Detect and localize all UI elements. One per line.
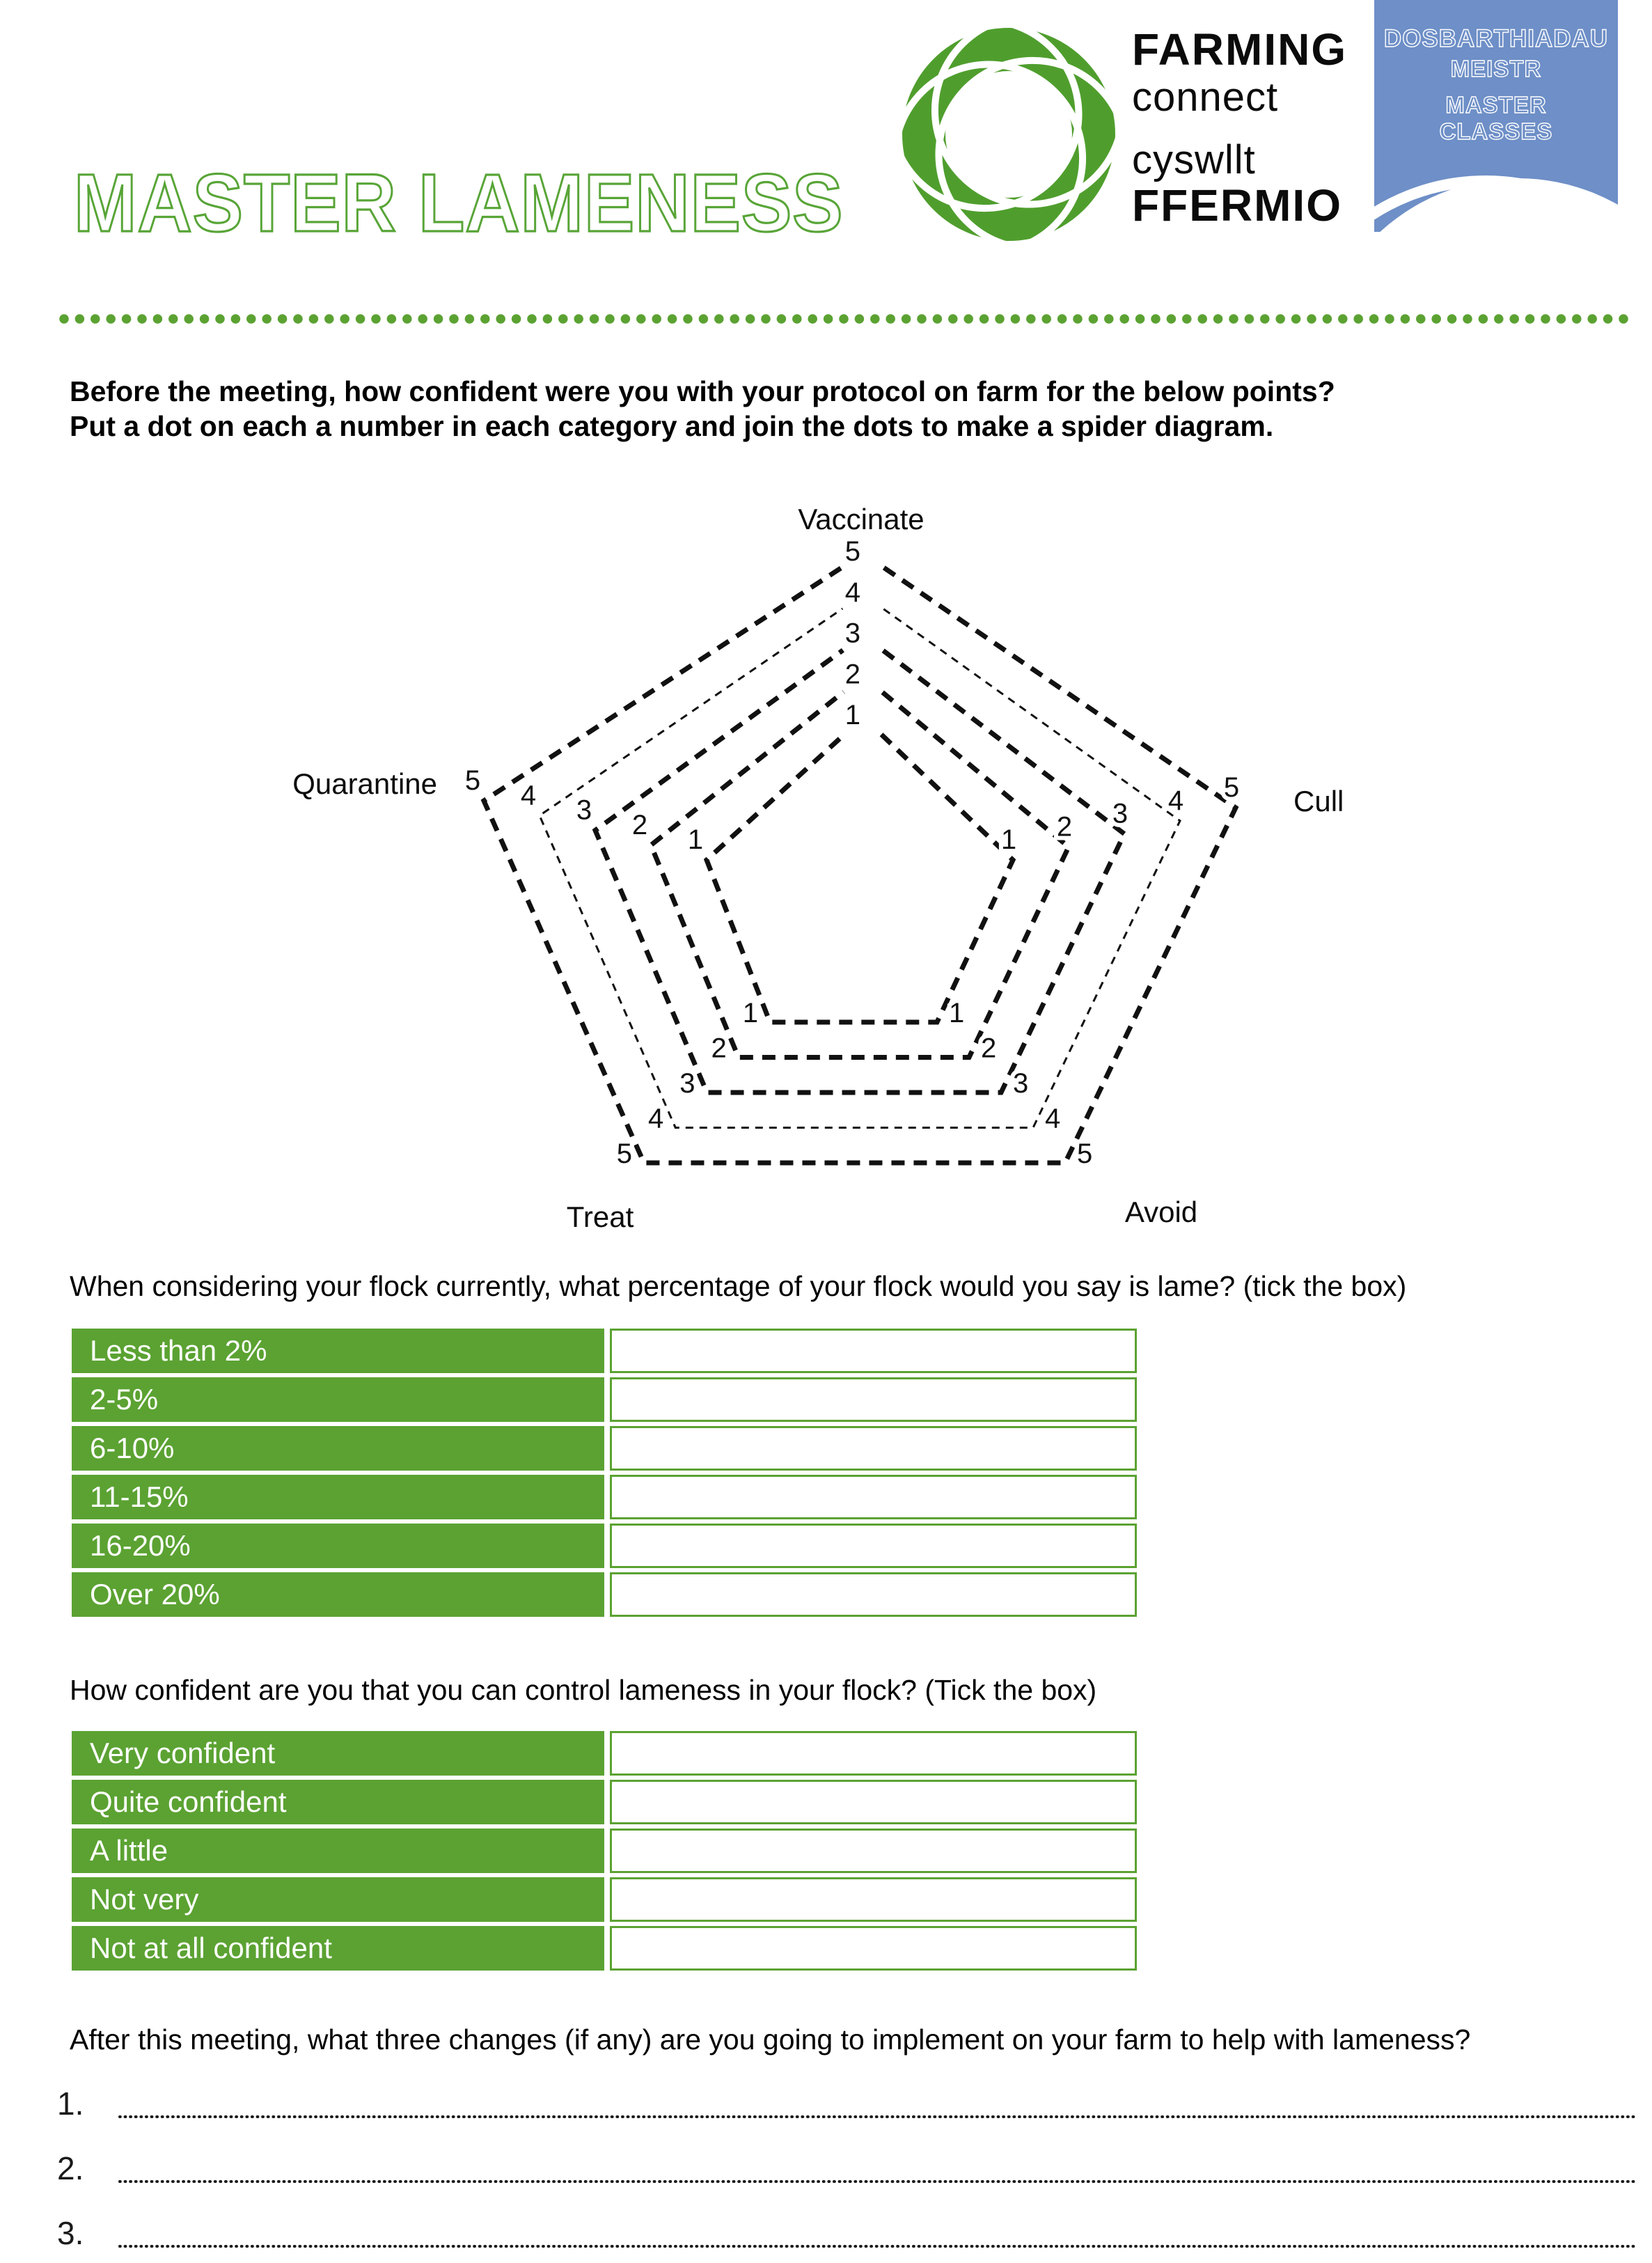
confidence-label-4: Not at all confident <box>72 1926 604 1971</box>
page-title: MASTER LAMENESS <box>74 157 844 249</box>
lame-percentage-tickbox-5[interactable] <box>610 1572 1137 1617</box>
lame-percentage-label-3: 11-15% <box>72 1475 604 1519</box>
confidence-tickbox-1[interactable] <box>610 1780 1137 1824</box>
brand-cyswllt: cyswllt <box>1132 137 1256 182</box>
confidence-table <box>72 1731 1137 1971</box>
lame-percentage-tickbox-1[interactable] <box>610 1377 1137 1422</box>
spider-scale-number: 1 <box>687 824 704 855</box>
table-row <box>72 1475 1137 1519</box>
axis-label-treat: Treat <box>566 1200 634 1233</box>
table-row <box>72 1426 1137 1471</box>
badge-line-classes: CLASSES <box>1439 118 1553 144</box>
question-lame-percentage: When considering your flock currently, what percentage of your flock would you say is lame? (tick the box) <box>70 1270 1407 1302</box>
confidence-label-0: Very confident <box>72 1731 604 1776</box>
table-row <box>72 1329 1137 1373</box>
badge-line-master: MASTER <box>1445 92 1547 118</box>
spider-scale-number: 1 <box>949 998 965 1028</box>
table-row <box>72 1377 1137 1422</box>
lame-percentage-tickbox-3[interactable] <box>610 1475 1137 1519</box>
spider-scale-number: 3 <box>679 1068 695 1099</box>
axis-label-cull: Cull <box>1293 785 1344 817</box>
axis-label-avoid: Avoid <box>1124 1196 1198 1228</box>
table-row <box>72 1731 1137 1776</box>
spider-scale-number: 5 <box>1223 772 1240 803</box>
answer-number-3: 3. <box>57 2215 84 2251</box>
brand-ffermio: FFERMIO <box>1132 180 1342 230</box>
confidence-label-1: Quite confident <box>72 1780 604 1824</box>
question-confidence: How confident are you that you can control lameness in your flock? (Tick the box) <box>70 1674 1097 1706</box>
confidence-tickbox-0[interactable] <box>610 1731 1137 1776</box>
table-row <box>72 1829 1137 1873</box>
brand-farming: FARMING <box>1132 24 1348 75</box>
table-row <box>72 1524 1137 1568</box>
spider-scale-number: 4 <box>520 780 537 811</box>
spider-scale-number: 5 <box>616 1138 632 1169</box>
spider-ring-5 <box>484 567 1236 1163</box>
spider-scale-number: 3 <box>1112 798 1128 829</box>
spider-scale-number: 3 <box>844 618 860 649</box>
spider-scale-number: 1 <box>844 700 860 730</box>
spider-ring-2 <box>651 692 1069 1058</box>
lame-percentage-label-4: 16-20% <box>72 1524 604 1568</box>
badge-line-dosbarthiadau: DOSBARTHIADAU <box>1383 25 1609 52</box>
confidence-label-2: A little <box>72 1829 604 1873</box>
table-row <box>72 1572 1137 1617</box>
question-three-changes: After this meeting, what three changes (if any) are you going to implement on your farm to help with lameness? <box>70 2023 1471 2056</box>
lame-percentage-tickbox-2[interactable] <box>610 1426 1137 1471</box>
lame-percentage-label-2: 6-10% <box>72 1426 604 1471</box>
spider-scale-number: 4 <box>844 577 860 608</box>
spider-scale-number: 4 <box>1045 1103 1061 1134</box>
intro-line-2: Put a dot on each a number in each category and join the dots to make a spider diagram. <box>70 410 1274 443</box>
intro-line-1: Before the meeting, how confident were you with your protocol on farm for the below points? <box>70 375 1335 407</box>
confidence-tickbox-4[interactable] <box>610 1926 1137 1971</box>
table-row <box>72 1926 1137 1971</box>
intro-instructions <box>70 374 1643 444</box>
lame-percentage-label-0: Less than 2% <box>72 1329 604 1373</box>
badge-line-meistr: MEISTR <box>1450 56 1542 81</box>
brand-connect: connect <box>1132 75 1279 120</box>
confidence-tickbox-2[interactable] <box>610 1829 1137 1873</box>
spider-ring-1 <box>707 734 1013 1022</box>
answer-number-2: 2. <box>57 2150 84 2186</box>
spider-scale-number: 2 <box>1056 811 1073 843</box>
spider-scale-number: 2 <box>711 1033 727 1064</box>
spider-scale-number: 5 <box>1077 1138 1093 1169</box>
spider-scale-number: 3 <box>576 794 592 826</box>
axis-label-quarantine: Quarantine <box>292 767 437 800</box>
lame-percentage-tickbox-0[interactable] <box>610 1329 1137 1373</box>
lame-percentage-label-5: Over 20% <box>72 1572 604 1617</box>
spider-scale-number: 2 <box>631 809 648 840</box>
spider-scale-number: 1 <box>742 998 758 1028</box>
lame-percentage-label-1: 2-5% <box>72 1377 604 1422</box>
lame-percentage-tickbox-4[interactable] <box>610 1524 1137 1568</box>
spider-scale-number: 4 <box>648 1103 664 1134</box>
spider-scale-number: 3 <box>1013 1068 1029 1099</box>
lame-percentage-table <box>72 1329 1137 1617</box>
spider-diagram <box>292 503 1344 1233</box>
table-row <box>72 1877 1137 1922</box>
spider-scale-number: 5 <box>844 536 860 567</box>
spider-scale-number: 2 <box>844 659 860 690</box>
spider-scale-number: 4 <box>1167 785 1184 816</box>
table-row <box>72 1780 1137 1824</box>
spider-scale-number: 1 <box>1000 824 1017 855</box>
confidence-tickbox-3[interactable] <box>610 1877 1137 1922</box>
spider-scale-number: 5 <box>464 765 481 796</box>
axis-label-vaccinate: Vaccinate <box>798 503 925 535</box>
answer-number-1: 1. <box>57 2085 84 2122</box>
confidence-label-3: Not very <box>72 1877 604 1922</box>
spider-scale-number: 2 <box>981 1033 997 1064</box>
